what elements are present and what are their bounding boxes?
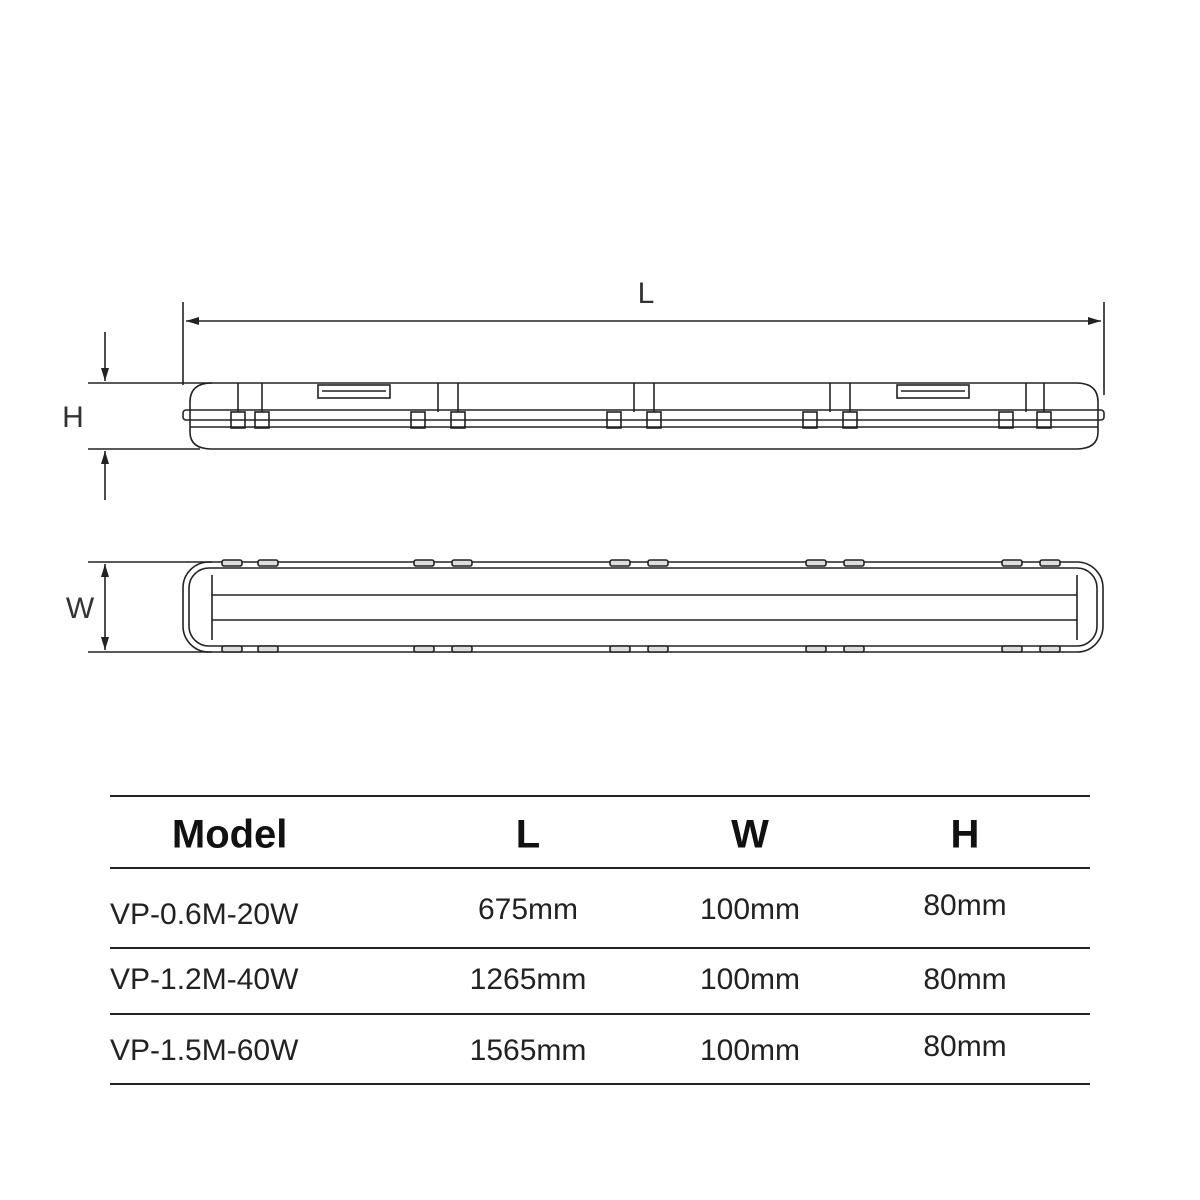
clip-mark [1040, 646, 1060, 652]
row-model: VP-0.6M-20W [110, 898, 299, 931]
clip-mark [806, 560, 826, 566]
clip-mark [806, 646, 826, 652]
header-h: H [950, 812, 980, 857]
header-w: W [731, 812, 769, 857]
table-top-rule [110, 795, 1090, 797]
clip-mark [222, 560, 242, 566]
clip-mark [222, 646, 242, 652]
spec-table [110, 795, 1090, 1087]
clip-mark [452, 560, 472, 566]
row-model: VP-1.2M-40W [110, 963, 299, 996]
clip-mark [414, 646, 434, 652]
length-dimension [183, 302, 1104, 395]
clip-mark [414, 560, 434, 566]
header-model: Model [171, 812, 288, 857]
row-w: 100mm [699, 893, 801, 926]
fixture-side-view [183, 383, 1104, 449]
header-divider [110, 867, 1090, 869]
length-label: L [637, 277, 655, 310]
row-h: 80mm [923, 889, 1007, 922]
width-label: W [65, 592, 95, 625]
row-h: 80mm [923, 963, 1007, 996]
clip-mark [610, 560, 630, 566]
row-h: 80mm [923, 1030, 1007, 1063]
row-l: 675mm [477, 893, 579, 926]
header-l: L [515, 812, 541, 857]
clip-mark [258, 646, 278, 652]
row-l: 1565mm [469, 1034, 587, 1067]
fixture-top-view [183, 560, 1103, 652]
row-w: 100mm [699, 1034, 801, 1067]
clip-mark [610, 646, 630, 652]
height-label: H [62, 401, 84, 434]
clip-mark [1002, 646, 1022, 652]
clip-mark [258, 560, 278, 566]
row-divider [110, 1013, 1090, 1015]
row-l: 1265mm [469, 963, 587, 996]
row-w: 100mm [699, 963, 801, 996]
table-bottom-rule [110, 1083, 1090, 1085]
clip-mark [844, 646, 864, 652]
row-divider [110, 947, 1090, 949]
height-dimension [88, 332, 212, 500]
clip-mark [1002, 560, 1022, 566]
clip-mark [648, 560, 668, 566]
clip-mark [844, 560, 864, 566]
clip-mark [452, 646, 472, 652]
row-model: VP-1.5M-60W [110, 1034, 299, 1067]
clip-mark [1040, 560, 1060, 566]
clip-mark [648, 646, 668, 652]
